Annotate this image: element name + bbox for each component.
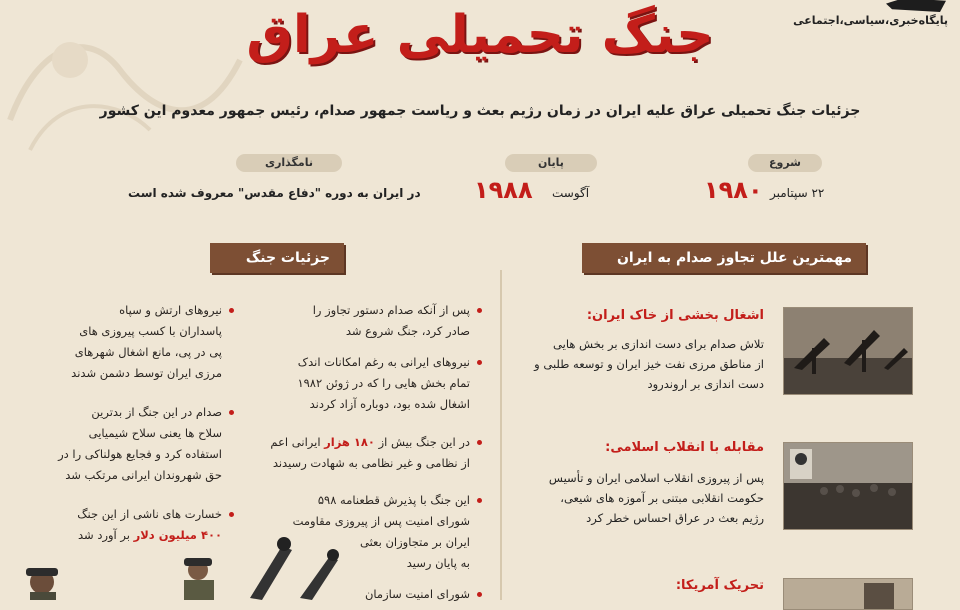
detail-line: حق شهروندان ایرانی مرتکب شد: [65, 468, 222, 482]
detail-item: [260, 300, 470, 342]
cause-title: تحریک آمریکا:: [675, 578, 764, 593]
detail-line: شورای امنیت سازمان: [364, 587, 470, 601]
end-year: ۱۹۸۸: [474, 176, 533, 204]
cause-title: مقابله با انقلاب اسلامی:: [605, 440, 764, 455]
detail-line: تمام بخش هایی را که در ژوئن ۱۹۸۲: [297, 376, 470, 390]
detail-line: شورای امنیت پس از پیروزی مقاومت: [292, 514, 470, 528]
detail-line: اشغال شده بود، دوباره آزاد کردند: [309, 397, 470, 411]
detail-line: استفاده کرد و فجایع هولناکی را در: [58, 447, 222, 461]
start-year: ۱۹۸۰: [704, 176, 763, 204]
bullet-dot: [477, 308, 482, 313]
soldiers-illustration: [0, 520, 360, 600]
detail-text: در این جنگ بیش از: [374, 435, 470, 449]
revolution-crowd-photo: [783, 442, 913, 530]
detail-line: پس از آنکه صدام دستور تجاوز را: [312, 303, 470, 317]
bullet-dot: [477, 440, 482, 445]
detail-item: [260, 432, 470, 474]
detail-item: [260, 352, 470, 415]
background-ornament: [0, 0, 260, 160]
martyr-count: ۱۸۰ هزار: [324, 435, 375, 449]
cause-line: پس از پیروزی انقلاب اسلامی ایران و تأسیس: [548, 471, 764, 485]
bullet-dot: [477, 592, 482, 597]
cause-text: [504, 334, 764, 394]
detail-text: ایرانی اعم: [270, 435, 325, 449]
cause-line: حکومت انقلابی مبتنی بر آموزه های شیعی،: [560, 491, 764, 505]
page-subtitle: جزئیات جنگ تحمیلی عراق علیه ایران در زمان رژیم بعث و ریاست جمهور صدام، رئیس جمهور معدوم این کشور: [99, 103, 861, 119]
naming-label: نامگذاری: [236, 154, 342, 172]
detail-line: صادر کرد، جنگ شروع شد: [345, 324, 470, 338]
detail-line: مرزی ایران توسط دشمن شدند: [71, 366, 222, 380]
detail-line: سلاح ها یعنی سلاح شیمیایی: [88, 426, 222, 440]
end-label: پایان: [505, 154, 597, 172]
causes-section-header: مهمترین علل تجاوز صدام به ایران: [582, 243, 866, 273]
detail-line: ایران بر متجاوزان بعثی: [359, 535, 470, 549]
detail-item: [52, 300, 222, 384]
detail-item: [52, 402, 222, 486]
detail-line: نیروهای ارتش و سپاه: [119, 303, 222, 317]
detail-text: بر آورد شد: [78, 528, 134, 542]
detail-line: از نظامی و غیر نظامی به شهادت رسیدند: [272, 456, 470, 470]
america-photo: [783, 578, 913, 610]
detail-line: پی در پی، مانع اشغال شهرهای: [74, 345, 222, 359]
end-month: آگوست: [552, 186, 590, 200]
cause-title: اشغال بخشی از خاک ایران:: [586, 308, 764, 323]
detail-line: این جنگ با پذیرش قطعنامه ۵۹۸: [317, 493, 470, 507]
detail-line: خسارت های ناشی از این جنگ: [77, 507, 222, 521]
cause-line: دست اندازی بر اروندرود: [647, 377, 764, 391]
cause-text: [504, 468, 764, 528]
page-title: جنگ تحمیلی عراق: [246, 5, 714, 65]
brand-block: [764, 0, 954, 40]
cause-line: رژیم بعث در عراق احساس خطر کرد: [586, 511, 764, 525]
brand-tagline: پایگاه‌خبری،سیاسی،اجتماعی: [793, 14, 948, 27]
naming-text: در ایران به دوره "دفاع مقدس" معروف شده است: [128, 186, 421, 200]
bullet-dot: [477, 498, 482, 503]
oil-fields-photo: [783, 307, 913, 395]
damage-amount: ۴۰۰ میلیون دلار: [133, 528, 222, 542]
cause-line: از مناطق مرزی نفت خیز ایران و توسعه طلبی و: [534, 357, 764, 371]
column-divider: [500, 270, 502, 600]
brand-logo: [886, 0, 946, 12]
detail-line: پاسداران با کسب پیروزی های: [79, 324, 222, 338]
details-section-header: جزئیات جنگ: [210, 243, 344, 273]
detail-line: نیروهای ایرانی به رغم امکانات اندک: [297, 355, 470, 369]
start-date: ۲۲ سپتامبر: [770, 186, 825, 200]
detail-line: به پایان رسید: [406, 556, 470, 570]
bullet-dot: [229, 512, 234, 517]
bullet-dot: [229, 410, 234, 415]
start-label: شروع: [748, 154, 822, 172]
bullet-dot: [477, 360, 482, 365]
cause-line: تلاش صدام برای دست اندازی بر بخش هایی: [553, 337, 764, 351]
detail-line: [260, 432, 470, 453]
bullet-dot: [229, 308, 234, 313]
detail-line: صدام در این جنگ از بدترین: [91, 405, 222, 419]
